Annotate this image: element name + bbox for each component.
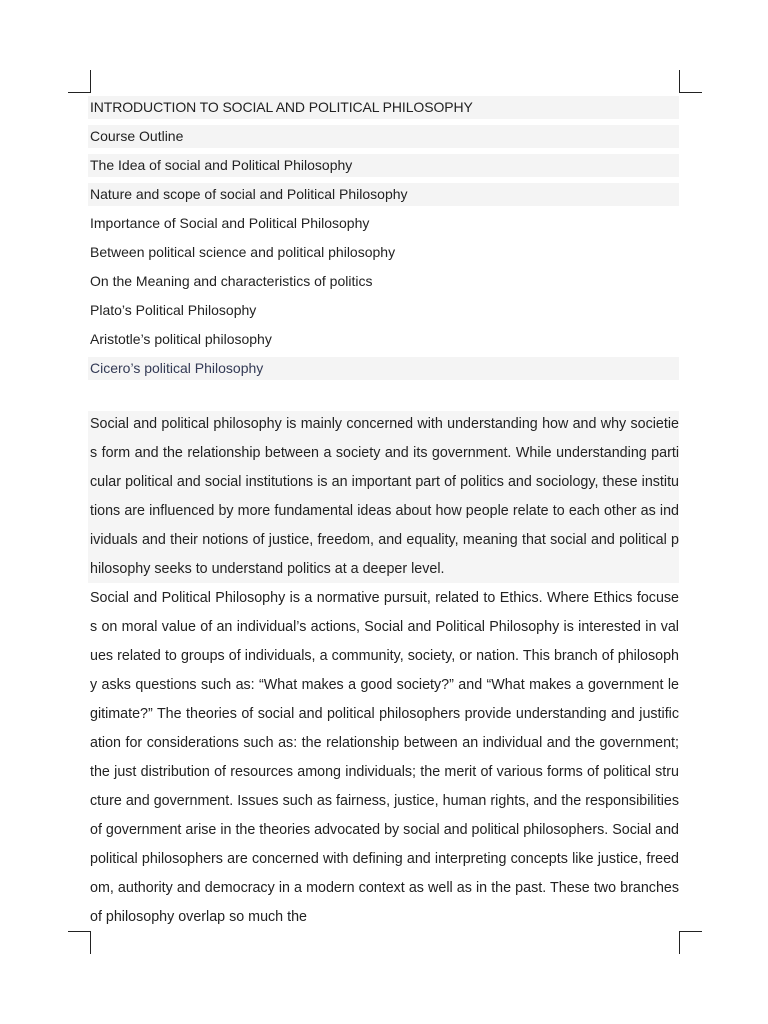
outline-item: Importance of Social and Political Philosophy	[90, 215, 370, 231]
outline-item: On the Meaning and characteristics of politics	[90, 273, 373, 289]
outline-item: Aristotle’s political philosophy	[90, 331, 272, 347]
course-outline	[88, 96, 679, 386]
outline-item: Between political science and political philosophy	[90, 244, 396, 260]
outline-item: Nature and scope of social and Political Philosophy	[88, 183, 679, 206]
crop-mark-top-left	[68, 70, 91, 93]
body-text	[90, 410, 679, 932]
outline-item: Plato’s Political Philosophy	[90, 302, 257, 318]
crop-mark-bottom-left	[68, 931, 91, 954]
outline-item: Cicero’s political Philosophy	[88, 357, 679, 380]
crop-mark-top-right	[679, 70, 702, 93]
body-paragraph: Social and Political Philosophy is a normative pursuit, related to Ethics. Where Ethics focuses on moral value of an individual’s actions, Social and Political Philosophy is interested in values related to groups of individuals, a community, society, or nation. This branch of philosophy asks questions such as: “What makes a good society?” and “What makes a government legitimate?” The theories of social and political philosophers provide understanding and justification for considerations such as: the relationship between an individual and the government; the just distribution of resources among individuals; the merit of various forms of political structure and government. Issues such as fairness, justice, human rights, and the responsibilities of government arise in the theories advocated by social and political philosophers. Social and political philosophers are concerned with defining and interpreting concepts like justice, freedom, authority and democracy in a modern context as well as in the past. These two branches of philosophy overlap so much the	[90, 590, 679, 925]
outline-item: The Idea of social and Political Philosophy	[88, 154, 679, 177]
crop-mark-bottom-right	[679, 931, 702, 954]
outline-item: Course Outline	[88, 125, 679, 148]
body-paragraph: Social and political philosophy is mainly concerned with understanding how and why societies form and the relationship between a society and its government. While understanding particular political and social institutions is an important part of politics and sociology, these institutions are influenced by more fundamental ideas about how people relate to each other as individuals and their notions of justice, freedom, and equality, meaning that social and political philosophy seeks to understand politics at a deeper level.	[90, 416, 679, 577]
document-title: INTRODUCTION TO SOCIAL AND POLITICAL PHILOSOPHY	[88, 96, 679, 119]
